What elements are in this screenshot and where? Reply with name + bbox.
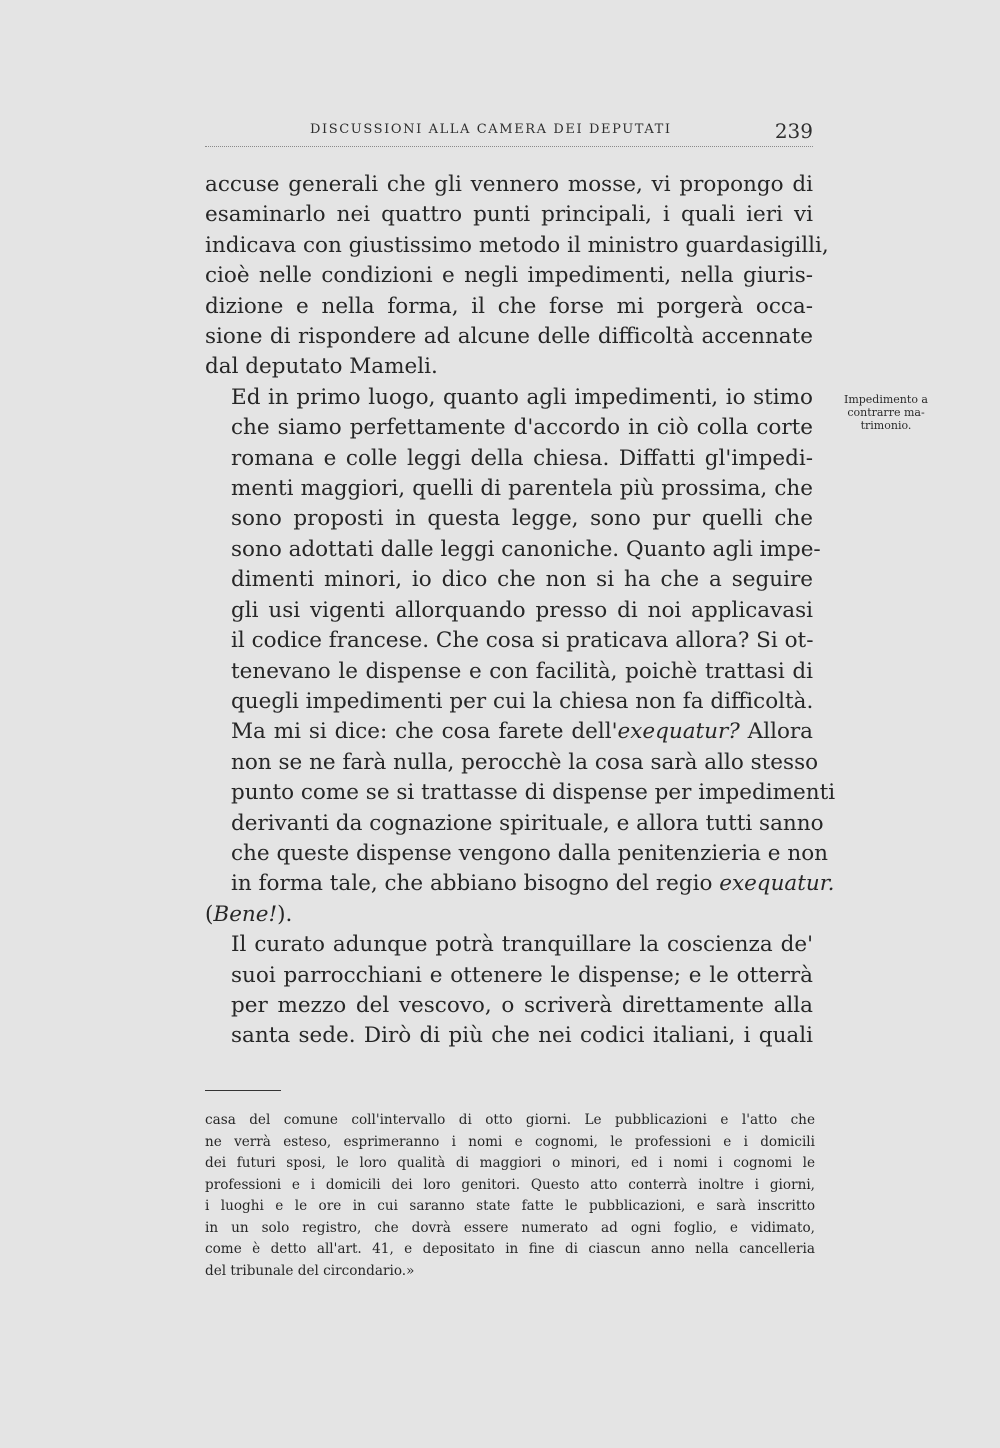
- text-line: cioè nelle condizioni e negli impedimenti, nella giuris-: [205, 263, 813, 289]
- text-line: derivanti da cognazione spirituale, e allora tutti sanno: [231, 810, 824, 836]
- margin-note-line: trimonio.: [860, 419, 912, 432]
- footnote-line: come è detto all'art. 41, e depositato in fine di ciascun anno nella cancelleria: [205, 1241, 815, 1257]
- text-line: sione di rispondere ad alcune delle difficoltà accennate: [205, 324, 813, 350]
- text-line: tenevano le dispense e con facilità, poichè trattasi di: [231, 658, 813, 684]
- text-line: dizione e nella forma, il che forse mi porgerà occa-: [205, 293, 813, 319]
- footnote-line: del tribunale del circondario.»: [205, 1262, 415, 1279]
- footnote-line: professioni e i domicili dei loro genitori. Questo atto conterrà inoltre i giorni,: [205, 1176, 815, 1193]
- text-segment: Allora: [739, 719, 814, 745]
- text-line: suoi parrocchiani e ottenere le dispense; e le otterrà: [231, 962, 813, 988]
- text-line: sono proposti in questa legge, sono pur quelli che: [231, 506, 813, 532]
- text-segment: (: [205, 901, 214, 927]
- text-line: dimenti minori, io dico che non si ha che a seguire: [231, 567, 813, 593]
- text-line: accuse generali che gli vennero mosse, vi propongo di: [205, 172, 813, 197]
- text-line: [205, 900, 813, 930]
- text-line: gli usi vigenti allorquando presso di noi applicavasi: [231, 597, 813, 623]
- footnote-line: dei futuri sposi, le loro qualità di maggiori o minori, ed i nomi i cognomi le: [205, 1155, 815, 1171]
- text-line: indicava con giustissimo metodo il ministro guardasigilli,: [205, 232, 829, 258]
- margin-note: [826, 393, 946, 432]
- main-text: [205, 170, 836, 1052]
- text-segment: in forma tale, che abbiano bisogno del regio: [231, 871, 720, 897]
- footnote-line: i luoghi e le ore in cui saranno state fatte le pubblicazioni, e sarà inscritto: [205, 1198, 815, 1214]
- footnote-rule: [205, 1090, 281, 1091]
- paragraph-1: [205, 170, 829, 383]
- margin-note-line: Impedimento a: [843, 393, 928, 406]
- italic-term: exequatur?: [617, 719, 740, 745]
- paragraph-2: [205, 383, 836, 930]
- text-line: romana e colle leggi della chiesa. Diffatti gl'impedi-: [231, 445, 813, 471]
- text-line: Il curato adunque potrà tranquillare la coscienza de': [231, 932, 813, 958]
- text-line: per mezzo del vescovo, o scriverà direttamente alla: [231, 992, 813, 1018]
- page-number: 239: [774, 119, 813, 143]
- text-line: il codice francese. Che cosa si praticava allora? Si ot-: [231, 628, 814, 654]
- text-line: [205, 717, 813, 747]
- text-line: santa sede. Dirò di più che nei codici italiani, i quali: [231, 1023, 813, 1049]
- italic-term: Bene!: [213, 901, 278, 927]
- text-segment: Ma mi si dice: che cosa farete dell': [231, 719, 618, 745]
- italic-term: exequatur.: [719, 871, 835, 897]
- footnote-line: casa del comune coll'intervallo di otto giorni. Le pubblicazioni e l'atto che: [205, 1112, 815, 1128]
- text-line: che siamo perfettamente d'accordo in ciò colla corte: [231, 415, 813, 441]
- text-line: non se ne farà nulla, perocchè la cosa sarà allo stesso: [231, 749, 819, 775]
- text-line: esaminarlo nei quattro punti principali, i quali ieri vi: [205, 202, 813, 228]
- margin-note-line: contrarre ma-: [847, 406, 925, 419]
- paragraph-3: [205, 930, 813, 1052]
- header-rule: [205, 146, 813, 147]
- text-line: quegli impedimenti per cui la chiesa non fa difficoltà.: [231, 688, 814, 714]
- footnote: [205, 1110, 815, 1282]
- text-line: dal deputato Mameli.: [205, 354, 438, 380]
- footnote-line: in un solo registro, che dovrà essere numerato ad ogni foglio, e vidimato,: [205, 1219, 815, 1236]
- text-line: che queste dispense vengono dalla penitenzieria e non: [231, 840, 828, 866]
- text-line: sono adottati dalle leggi canoniche. Quanto agli impe-: [231, 536, 821, 562]
- text-line: Ed in primo luogo, quanto agli impedimenti, io stimo: [231, 384, 813, 410]
- text-segment: ).: [277, 901, 293, 927]
- running-title: DISCUSSIONI ALLA CAMERA DEI DEPUTATI: [310, 122, 672, 137]
- text-line: [205, 869, 835, 899]
- text-line: punto come se si trattasse di dispense per impedimenti: [231, 780, 836, 806]
- text-line: menti maggiori, quelli di parentela più prossima, che: [231, 476, 813, 502]
- running-header: [205, 120, 813, 152]
- footnote-line: ne verrà esteso, esprimeranno i nomi e cognomi, le professioni e i domicili: [205, 1133, 815, 1150]
